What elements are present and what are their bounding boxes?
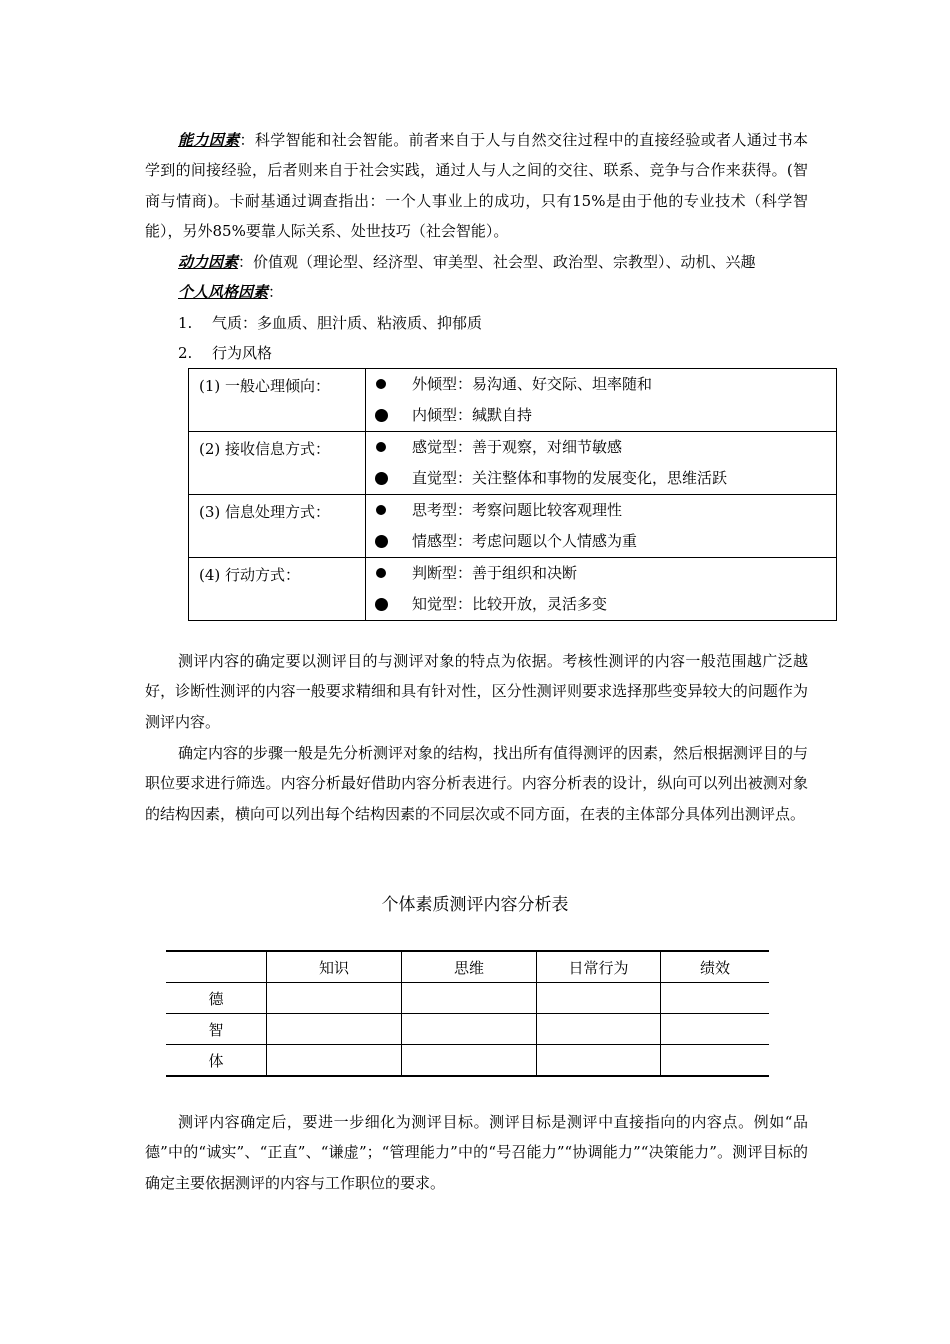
row-header: 智 xyxy=(166,1014,267,1045)
bullet-text: 外倾型：易沟通、好交际、坦率随和 xyxy=(412,375,653,393)
row-header: 体 xyxy=(166,1045,267,1077)
column-header: 知识 xyxy=(267,951,402,983)
bullet-icon xyxy=(375,409,388,422)
list-item-temperament xyxy=(178,308,482,338)
style-label: 个人风格因素 xyxy=(178,283,269,301)
list-item-behavior-style xyxy=(178,338,272,368)
table-cell xyxy=(402,1045,537,1077)
motivation-label: 动力因素 xyxy=(178,253,239,271)
table-row xyxy=(166,1014,769,1045)
bullet-text: 判断型：善于组织和决断 xyxy=(412,564,578,582)
bullet-item xyxy=(366,495,836,526)
table-cell xyxy=(537,1045,661,1077)
list-number: 1. xyxy=(178,314,193,332)
bullet-text: 情感型：考虑问题以个人情感为重 xyxy=(412,532,638,550)
table-cell xyxy=(661,1045,770,1077)
items-cell xyxy=(366,369,837,432)
dimension-cell: (4) 行动方式： xyxy=(189,558,366,621)
items-cell xyxy=(366,558,837,621)
table-cell xyxy=(537,983,661,1014)
table-cell xyxy=(537,1014,661,1045)
table-cell xyxy=(267,1014,402,1045)
bullet-icon xyxy=(376,568,386,578)
bullet-icon xyxy=(375,598,388,611)
table-row xyxy=(166,983,769,1014)
bullet-icon xyxy=(375,472,388,485)
ability-text: ：科学智能和社会智能。前者来自于人与自然交往过程中的直接经验或者人通过书本学到的间接经验，后者则来自于社会实践，通过人与人之间的交往、联系、竞争与合作来获得。(智商与情商)。卡耐基通过调查指出：一个人事业上的成功，只有15%是由于他的专业技术（科学智能），另外85%要靠人际关系、处世技巧（社会智能）。 xyxy=(145,131,808,240)
column-header xyxy=(166,951,267,983)
bullet-text: 直觉型：关注整体和事物的发展变化，思维活跃 xyxy=(412,469,728,487)
items-cell xyxy=(366,495,837,558)
bullet-item xyxy=(366,400,836,431)
analysis-table-title: 个体素质测评内容分析表 xyxy=(381,895,569,915)
dimension-cell: (3) 信息处理方式： xyxy=(189,495,366,558)
table-cell xyxy=(661,1014,770,1045)
column-header: 绩效 xyxy=(661,951,770,983)
bullet-item xyxy=(366,589,836,620)
bullet-text: 内倾型：缄默自持 xyxy=(412,406,533,424)
bullet-item xyxy=(366,369,836,400)
content-basis-paragraph: 测评内容的确定要以测评目的与测评对象的特点为依据。考核性测评的内容一般范围越广泛越好，诊断性测评的内容一般要求精细和具有针对性，区分性测评则要求选择那些变异较大的问题作为测评内容。 xyxy=(145,652,808,731)
table-cell xyxy=(402,983,537,1014)
column-header: 日常行为 xyxy=(537,951,661,983)
table-cell xyxy=(402,1014,537,1045)
bullet-text: 知觉型：比较开放，灵活多变 xyxy=(412,595,608,613)
dimension-cell: (2) 接收信息方式： xyxy=(189,432,366,495)
target-paragraph: 测评内容确定后，要进一步细化为测评目标。测评目标是测评中直接指向的内容点。例如“品德”中的“诚实”、“正直”、“谦虚”；“管理能力”中的“号召能力”“协调能力”“决策能力”。测评目标的确定主要依据测评的内容与工作职位的要求。 xyxy=(145,1113,808,1192)
bullet-item xyxy=(366,432,836,463)
style-heading xyxy=(145,277,808,307)
bullet-text: 感觉型：善于观察，对细节敏感 xyxy=(412,438,623,456)
bullet-text: 思考型：考察问题比较客观理性 xyxy=(412,501,623,519)
table-row xyxy=(189,369,837,432)
row-header: 德 xyxy=(166,983,267,1014)
bullet-icon xyxy=(376,379,386,389)
table-cell xyxy=(267,983,402,1014)
motivation-text: ：价值观（理论型、经济型、审美型、社会型、政治型、宗教型）、动机、兴趣 xyxy=(238,253,756,271)
table-row xyxy=(189,495,837,558)
bullet-item xyxy=(366,558,836,589)
items-cell xyxy=(366,432,837,495)
table-header-row xyxy=(166,951,769,983)
column-header: 思维 xyxy=(402,951,537,983)
table-row xyxy=(189,558,837,621)
content-analysis-table xyxy=(166,950,769,1077)
bullet-item xyxy=(366,526,836,557)
table-row xyxy=(166,1045,769,1077)
bullet-icon xyxy=(376,505,386,515)
bullet-icon xyxy=(375,535,388,548)
list-text: 气质：多血质、胆汁质、粘液质、抑郁质 xyxy=(212,314,483,332)
behavior-style-table xyxy=(188,368,837,621)
motivation-paragraph xyxy=(145,247,808,277)
ability-label: 能力因素 xyxy=(178,131,240,149)
bullet-item xyxy=(366,463,836,494)
table-cell xyxy=(661,983,770,1014)
table-row xyxy=(189,432,837,495)
table-cell xyxy=(267,1045,402,1077)
list-number: 2. xyxy=(178,344,193,362)
content-steps-paragraph: 确定内容的步骤一般是先分析测评对象的结构，找出所有值得测评的因素，然后根据测评目的与职位要求进行筛选。内容分析最好借助内容分析表进行。内容分析表的设计，纵向可以列出被测对象的结构因素，横向可以列出每个结构因素的不同层次或不同方面，在表的主体部分具体列出测评点。 xyxy=(145,744,809,823)
ability-paragraph xyxy=(145,125,808,246)
style-colon: ： xyxy=(268,283,284,301)
bullet-icon xyxy=(376,442,386,452)
list-text: 行为风格 xyxy=(212,344,273,362)
dimension-cell: (1) 一般心理倾向： xyxy=(189,369,366,432)
